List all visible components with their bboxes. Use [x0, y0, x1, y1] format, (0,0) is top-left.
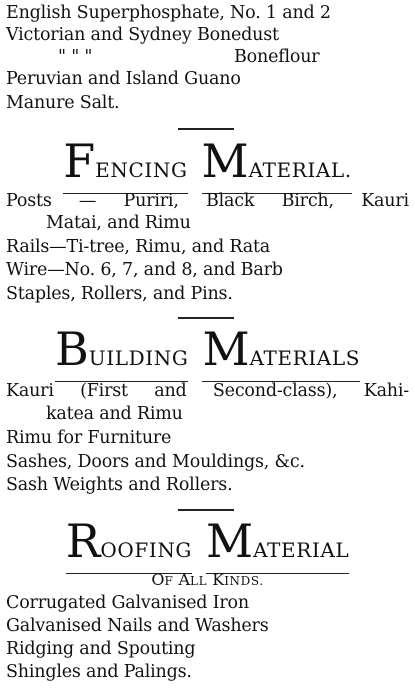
item-posts: Posts — Puriri, Black Birch, Kauri	[6, 191, 409, 211]
item-sashes: Sashes, Doors and Mouldings, &c.	[6, 452, 305, 472]
item-kauri: Kauri (First and Second-class), Kahi-	[6, 381, 409, 401]
heading-word-material: MATERIAL	[206, 518, 349, 574]
heading-word-materials: MATERIALS	[202, 326, 360, 382]
heading-building-materials	[0, 322, 415, 382]
subheading-of-all-kinds: OF ALL KINDS.	[151, 570, 264, 589]
section-divider	[178, 509, 234, 511]
item-wire: Wire—No. 6, 7, and 8, and Barb	[6, 260, 283, 280]
item-kauri-continued: katea and Rimu	[46, 404, 183, 424]
item-boneflour: Boneflour	[234, 47, 320, 67]
heading-word-material: MATERIAL.	[202, 138, 352, 194]
heading-word-building: BUILDING	[55, 326, 188, 382]
heading-roofing-material	[0, 514, 415, 574]
item-rails: Rails—Ti-tree, Rimu, and Rata	[6, 237, 271, 257]
item-corrugated-iron: Corrugated Galvanised Iron	[6, 593, 249, 613]
item-manure-salt: Manure Salt.	[6, 93, 120, 113]
item-galvanised-nails: Galvanised Nails and Washers	[6, 616, 269, 636]
heading-fencing-material	[0, 134, 415, 194]
item-ridging: Ridging and Spouting	[6, 639, 196, 659]
section-divider	[178, 317, 234, 319]
ditto-marks: " " "	[58, 47, 93, 67]
item-superphosphate: English Superphosphate, No. 1 and 2	[6, 3, 331, 23]
item-rimu-furniture: Rimu for Furniture	[6, 428, 172, 448]
item-guano: Peruvian and Island Guano	[6, 69, 241, 89]
item-bonedust: Victorian and Sydney Bonedust	[6, 25, 279, 45]
item-staples: Staples, Rollers, and Pins.	[6, 284, 233, 304]
item-sash-weights: Sash Weights and Rollers.	[6, 475, 233, 495]
section-divider	[178, 128, 234, 130]
item-shingles: Shingles and Palings.	[6, 662, 192, 682]
heading-word-roofing: ROOFING	[66, 518, 192, 574]
heading-word-fencing: FENCING	[63, 138, 187, 194]
item-posts-continued: Matai, and Rimu	[46, 213, 191, 233]
